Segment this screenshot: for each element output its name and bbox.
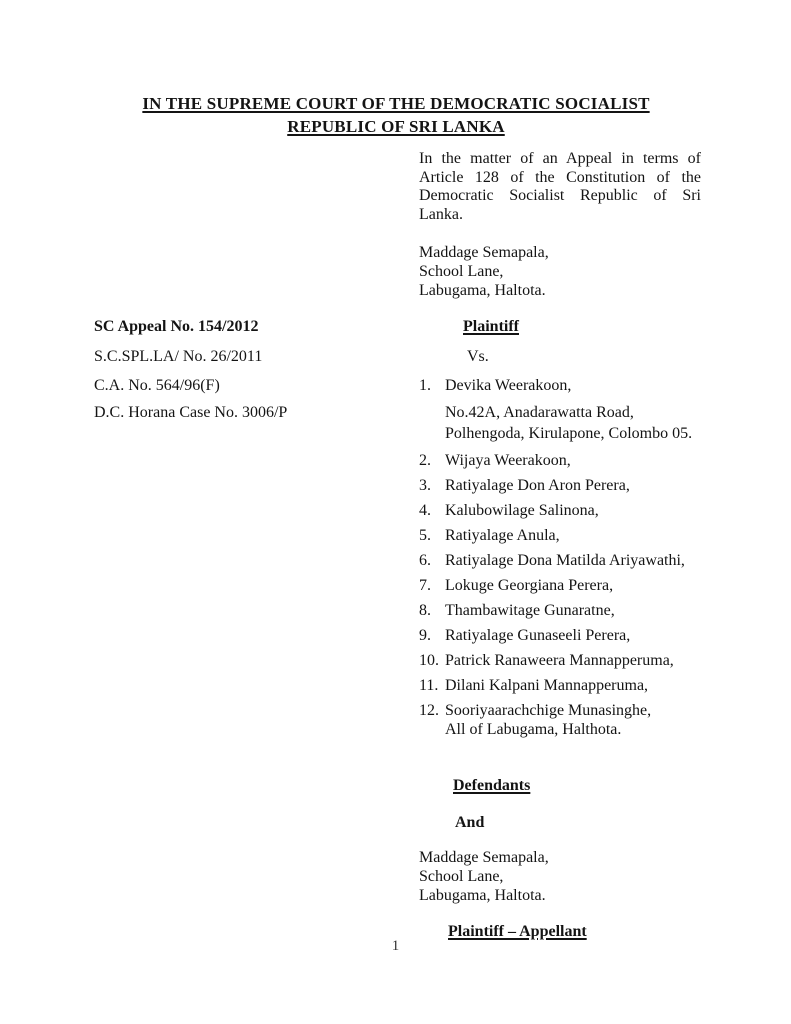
matter-line: Democratic Socialist Republic of Sri (419, 187, 701, 204)
defendant-number: 10. (419, 652, 439, 669)
defendant-number: 5. (419, 527, 431, 544)
plaintiff-heading-cell (419, 317, 698, 336)
defendant-1-address (419, 403, 698, 444)
defendant-item-10 (419, 651, 719, 670)
address-line: School Lane, (419, 263, 504, 280)
defendant-item-1 (419, 376, 698, 395)
defendant-name: Devika Weerakoon, (445, 377, 572, 394)
title-row-2 (94, 115, 698, 138)
address-line: School Lane, (419, 868, 504, 885)
defendant-item-7 (419, 576, 719, 595)
defendant-name: Ratiyalage Gunaseeli Perera, (445, 627, 631, 644)
defendants-list (419, 451, 719, 740)
and-row (419, 813, 701, 832)
sc-appeal-number: SC Appeal No. 154/2012 (94, 318, 259, 335)
defendant-address-line: Polhengoda, Kirulapone, Colombo 05. (445, 424, 693, 442)
vs-cell (419, 347, 698, 366)
defendant-name: Patrick Ranaweera Mannapperuma, (445, 652, 674, 669)
document-title (94, 92, 698, 138)
title-row-1 (94, 92, 698, 115)
case-row-3 (94, 376, 698, 395)
appellant-address-top (419, 243, 701, 300)
matter-clause (419, 150, 701, 224)
case-row-1 (94, 317, 698, 336)
appellant-address-bottom (419, 848, 701, 905)
defendant-name: Wijaya Weerakoon, (445, 452, 571, 469)
defendant-item-8 (419, 601, 719, 620)
defendants-heading: Defendants (453, 777, 531, 794)
defendant-item-6 (419, 551, 719, 570)
title-line-2: REPUBLIC OF SRI LANKA (287, 117, 505, 136)
scspl-number: S.C.SPL.LA/ No. 26/2011 (94, 348, 263, 365)
defendant-number: 7. (419, 577, 431, 594)
address-line: Labugama, Haltota. (419, 282, 546, 299)
vs-label: Vs. (467, 348, 489, 365)
case-row-4 (94, 403, 698, 444)
defendant-item-3 (419, 476, 719, 495)
defendant-number: 2. (419, 452, 431, 469)
defendants-heading-row (419, 776, 701, 795)
defendant-item-4 (419, 501, 719, 520)
defendant-number: 1. (419, 377, 431, 394)
defendant-number: 8. (419, 602, 431, 619)
defendant-name: Ratiyalage Anula, (445, 527, 560, 544)
defendant-address-line: No.42A, Anadarawatta Road, (445, 404, 634, 421)
defendant-name: Kalubowilage Salinona, (445, 502, 599, 519)
defendant-number: 11. (419, 677, 439, 694)
defendant-item-2 (419, 451, 719, 470)
page-number: 1 (391, 938, 400, 954)
address-line: Maddage Semapala, (419, 849, 549, 866)
case-row-2 (94, 347, 698, 366)
dc-horana-number: D.C. Horana Case No. 3006/P (94, 404, 288, 421)
defendant-number: 4. (419, 502, 431, 519)
address-line: Maddage Semapala, (419, 244, 549, 261)
defendant-name: Dilani Kalpani Mannapperuma, (445, 677, 649, 694)
defendant-name: Thambawitage Gunaratne, (445, 602, 615, 619)
defendant-name: Lokuge Georgiana Perera, (445, 577, 614, 594)
and-label: And (455, 814, 485, 831)
defendant-number: 6. (419, 552, 431, 569)
defendant-number: 12. (419, 702, 439, 719)
defendant-item-12 (419, 701, 719, 740)
matter-line: In the matter of an Appeal in terms of (419, 150, 701, 167)
defendant-item-5 (419, 526, 719, 545)
defendant-name: Ratiyalage Dona Matilda Ariyawathi, (445, 552, 685, 569)
address-line: Labugama, Haltota. (419, 887, 546, 904)
defendant-number: 9. (419, 627, 431, 644)
plaintiff-heading: Plaintiff (463, 318, 519, 335)
defendant-name: Ratiyalage Don Aron Perera, (445, 477, 630, 494)
defendant-name: Sooriyaarachchige Munasinghe, (445, 702, 652, 719)
defendant-number: 3. (419, 477, 431, 494)
defendant-address-line: All of Labugama, Halthota. (445, 721, 622, 738)
ca-number: C.A. No. 564/96(F) (94, 377, 220, 394)
document-content (0, 92, 791, 941)
title-line-1: IN THE SUPREME COURT OF THE DEMOCRATIC SOCIALIST (142, 94, 650, 113)
defendant-item-11 (419, 676, 719, 695)
matter-line: Lanka. (419, 205, 463, 223)
case-section (94, 317, 698, 444)
defendant-item-9 (419, 626, 719, 645)
matter-line: Article 128 of the Constitution of the (419, 168, 701, 186)
plaintiff-appellant-heading: Plaintiff – Appellant (448, 923, 587, 940)
